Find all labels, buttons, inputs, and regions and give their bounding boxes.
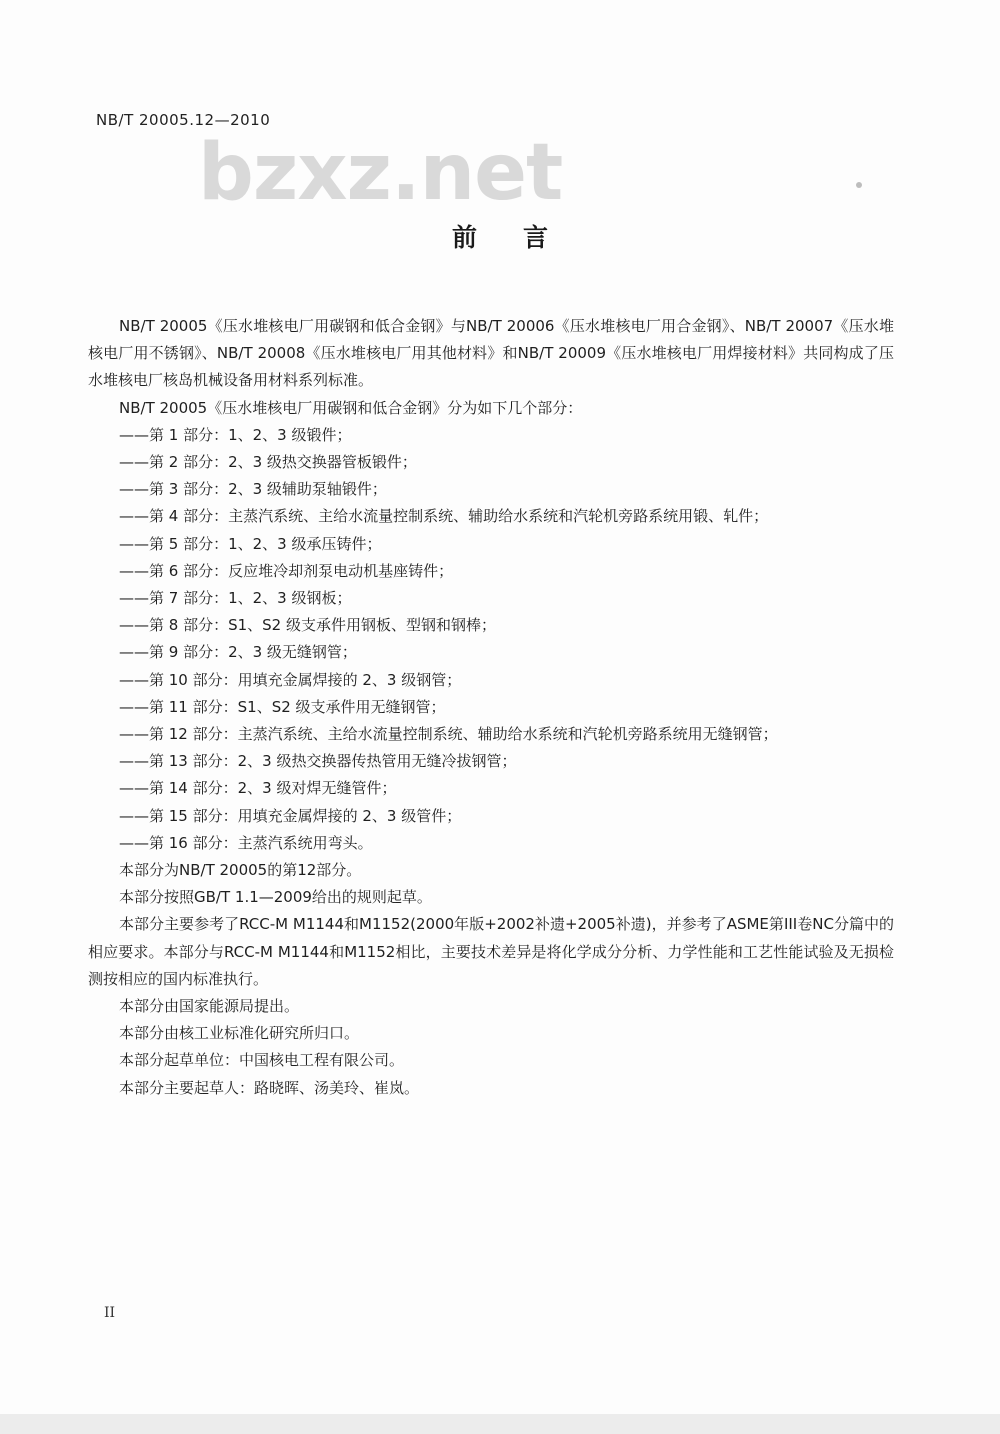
- page-title: 前言: [451, 223, 594, 252]
- list-item: ——第 9 部分：2、3 级无缝钢管；: [119, 643, 357, 662]
- list-item: ——第 11 部分：S1、S2 级支承件用无缝钢管；: [119, 697, 446, 716]
- list-item: ——第 4 部分：主蒸汽系统、主给水流量控制系统、辅助给水系统和汽轮机旁路系统用锻、轧件；: [119, 507, 769, 526]
- list-item: ——第 2 部分：2、3 级热交换器管板锻件；: [119, 453, 417, 472]
- preface-body: [88, 313, 894, 1102]
- list-item: ——第 13 部分：2、3 级热交换器传热管用无缝冷拔钢管；: [119, 752, 517, 771]
- list-item: ——第 15 部分：用填充金属焊接的 2、3 级管件；: [119, 806, 462, 825]
- statement-references: 本部分主要参考了RCC-M M1144和M1152(2000年版+2002补遗+2005补遗)，并参考了ASME第III卷NC分篇中的相应要求。本部分与RCC-M M1144和M1152相比，主要技术差异是将化学成分分析、力学性能和工艺性能试验及无损检测按相应的国内标准执行。: [88, 915, 894, 988]
- statement-drafting-unit: 本部分起草单位：中国核电工程有限公司。: [119, 1051, 405, 1070]
- scan-dot: [856, 182, 862, 188]
- intro-paragraph: NB/T 20005《压水堆核电厂用碳钢和低合金钢》与NB/T 20006《压水堆核电厂用合金钢》、NB/T 20007《压水堆核电厂用不锈钢》、NB/T 20008《压水堆核电厂用其他材料》和NB/T 20009《压水堆核电厂用焊接材料》共同构成了压水堆核电厂核岛机械设备用材料系列标准。: [88, 317, 894, 390]
- statement-drafting-rules: 本部分按照GB/T 1.1—2009给出的规则起草。: [119, 888, 432, 907]
- document-code: NB/T 20005.12—2010: [96, 111, 271, 129]
- statement-proposer: 本部分由国家能源局提出。: [119, 997, 300, 1016]
- list-item: ——第 8 部分：S1、S2 级支承件用钢板、型钢和钢棒；: [119, 616, 496, 635]
- statement-administrator: 本部分由核工业标准化研究所归口。: [119, 1024, 360, 1043]
- site-watermark: bzxz.net: [198, 128, 563, 218]
- list-item: ——第 16 部分：主蒸汽系统用弯头。: [119, 833, 373, 852]
- list-item: ——第 14 部分：2、3 级对焊无缝管件；: [119, 779, 397, 798]
- list-item: ——第 12 部分：主蒸汽系统、主给水流量控制系统、辅助给水系统和汽轮机旁路系统用无缝钢管；: [119, 725, 778, 744]
- page-number: II: [104, 1305, 116, 1321]
- list-item: ——第 5 部分：1、2、3 级承压铸件；: [119, 534, 382, 553]
- list-item: ——第 10 部分：用填充金属焊接的 2、3 级钢管；: [119, 670, 462, 689]
- list-item: ——第 3 部分：2、3 级辅助泵轴锻件；: [119, 480, 387, 499]
- list-item: ——第 1 部分：1、2、3 级锻件；: [119, 425, 352, 444]
- list-item: ——第 7 部分：1、2、3 级钢板；: [119, 589, 352, 608]
- viewer-bottom-band: [0, 1414, 1000, 1434]
- statement-part-number: 本部分为NB/T 20005的第12部分。: [119, 861, 362, 880]
- statement-drafters: 本部分主要起草人：路晓晖、汤美玲、崔岚。: [119, 1078, 420, 1097]
- parts-list: [88, 422, 894, 857]
- parts-intro: NB/T 20005《压水堆核电厂用碳钢和低合金钢》分为如下几个部分：: [119, 398, 583, 417]
- list-item: ——第 6 部分：反应堆冷却剂泵电动机基座铸件；: [119, 561, 454, 580]
